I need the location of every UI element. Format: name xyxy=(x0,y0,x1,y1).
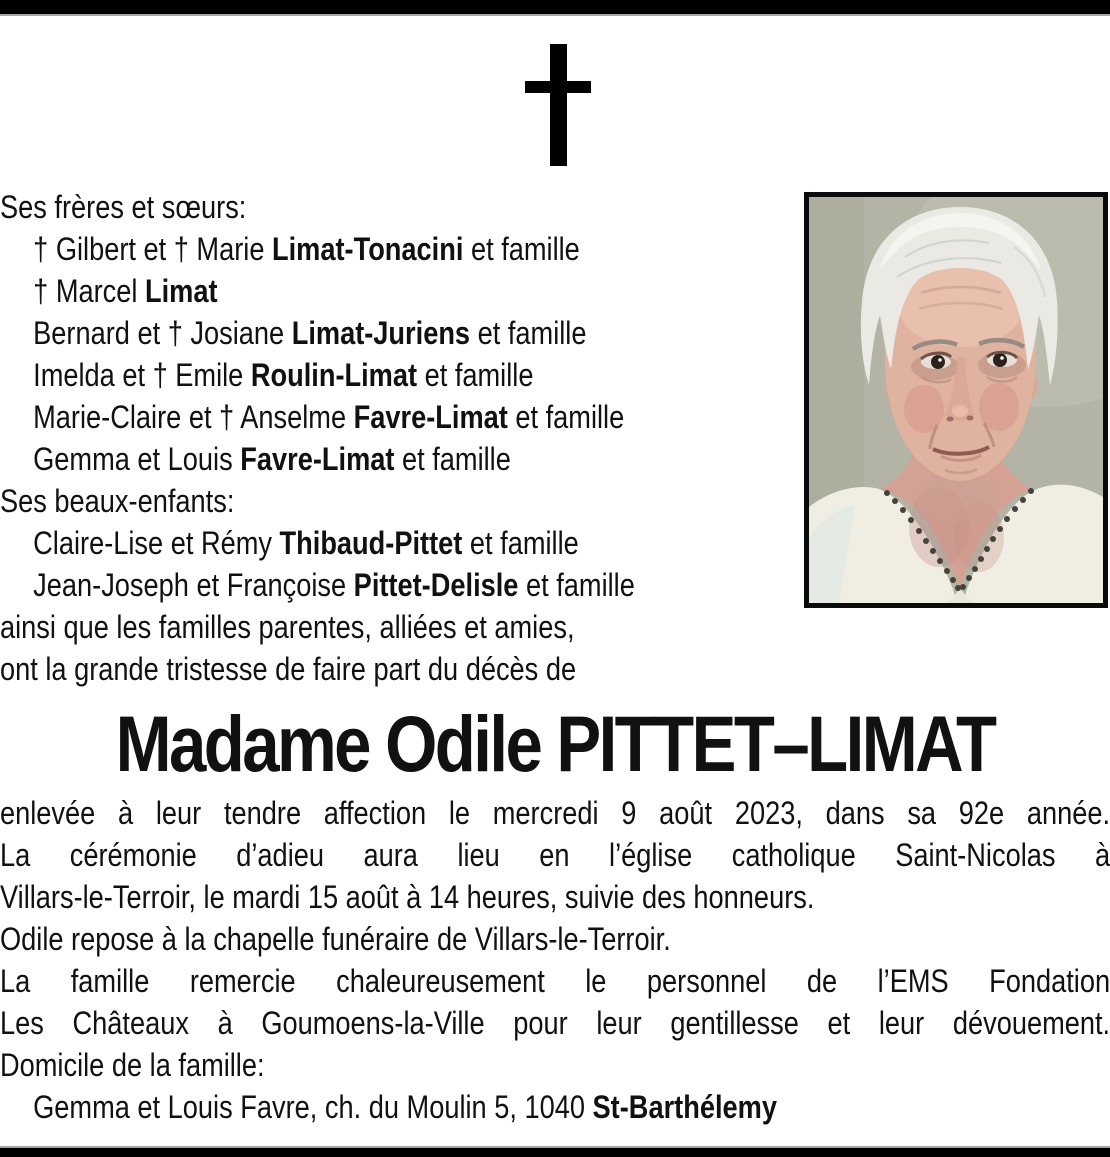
siblings-label: Ses frères et sœurs: xyxy=(0,189,247,225)
family-line: Jean-Joseph et Françoise Pittet-Delisle et famille xyxy=(33,567,635,603)
family-line: Bernard et † Josiane Limat-Juriens et famille xyxy=(33,315,587,351)
closing-line: ainsi que les familles parentes, alliées et amies, xyxy=(0,609,575,645)
family-line: † Marcel Limat xyxy=(33,273,218,309)
death-line: enlevée à leur tendre affection le mercredi 9 août 2023, dans sa 92e année. xyxy=(0,795,1110,831)
announcement-section xyxy=(0,792,1110,1128)
family-surname: Roulin-Limat xyxy=(250,357,418,393)
family-surname: Pittet-Delisle xyxy=(353,567,519,603)
cross-horizontal-beam xyxy=(525,81,591,93)
top-border-bar xyxy=(0,0,1110,16)
family-surname: Favre-Limat xyxy=(240,441,395,477)
closing-line: ont la grande tristesse de faire part du décès de xyxy=(0,651,577,687)
domicile-town: St-Barthélemy xyxy=(592,1089,777,1125)
repose-line: Odile repose à la chapelle funéraire de Villars-le-Terroir. xyxy=(0,921,671,957)
thanks-line: Les Châteaux à Goumoens-la-Ville pour leur gentillesse et leur dévouement. xyxy=(0,1005,1110,1041)
family-line: Imelda et † Emile Roulin-Limat et famille xyxy=(33,357,534,393)
family-surname: Limat xyxy=(145,273,218,309)
family-surname: Limat-Juriens xyxy=(291,315,471,351)
family-line: Claire-Lise et Rémy Thibaud-Pittet et famille xyxy=(33,525,579,561)
family-surname: Limat-Tonacini xyxy=(272,231,464,267)
family-line: † Gilbert et † Marie Limat-Tonacini et famille xyxy=(33,231,580,267)
ceremony-line: Villars-le-Terroir, le mardi 15 août à 14 heures, suivie des honneurs. xyxy=(0,879,815,915)
stepchildren-label: Ses beaux-enfants: xyxy=(0,483,235,519)
cross-vertical-beam xyxy=(550,44,567,166)
thanks-line: La famille remercie chaleureusement le personnel de l’EMS Fondation xyxy=(0,963,1110,999)
family-line: Marie-Claire et † Anselme Favre-Limat et famille xyxy=(33,399,625,435)
domicile-address: Gemma et Louis Favre, ch. du Moulin 5, 1040 St-Barthélemy xyxy=(33,1089,777,1125)
deceased-name-title: Madame Odile PITTET–LIMAT xyxy=(115,699,995,788)
ceremony-line: La cérémonie d’adieu aura lieu en l’église catholique Saint-Nicolas à xyxy=(0,837,1110,873)
relatives-section xyxy=(0,186,1110,690)
family-surname: Favre-Limat xyxy=(353,399,508,435)
domicile-label: Domicile de la famille: xyxy=(0,1047,265,1083)
bottom-border-bar xyxy=(0,1146,1110,1157)
family-line: Gemma et Louis Favre-Limat et famille xyxy=(33,441,511,477)
family-surname: Thibaud-Pittet xyxy=(279,525,463,561)
